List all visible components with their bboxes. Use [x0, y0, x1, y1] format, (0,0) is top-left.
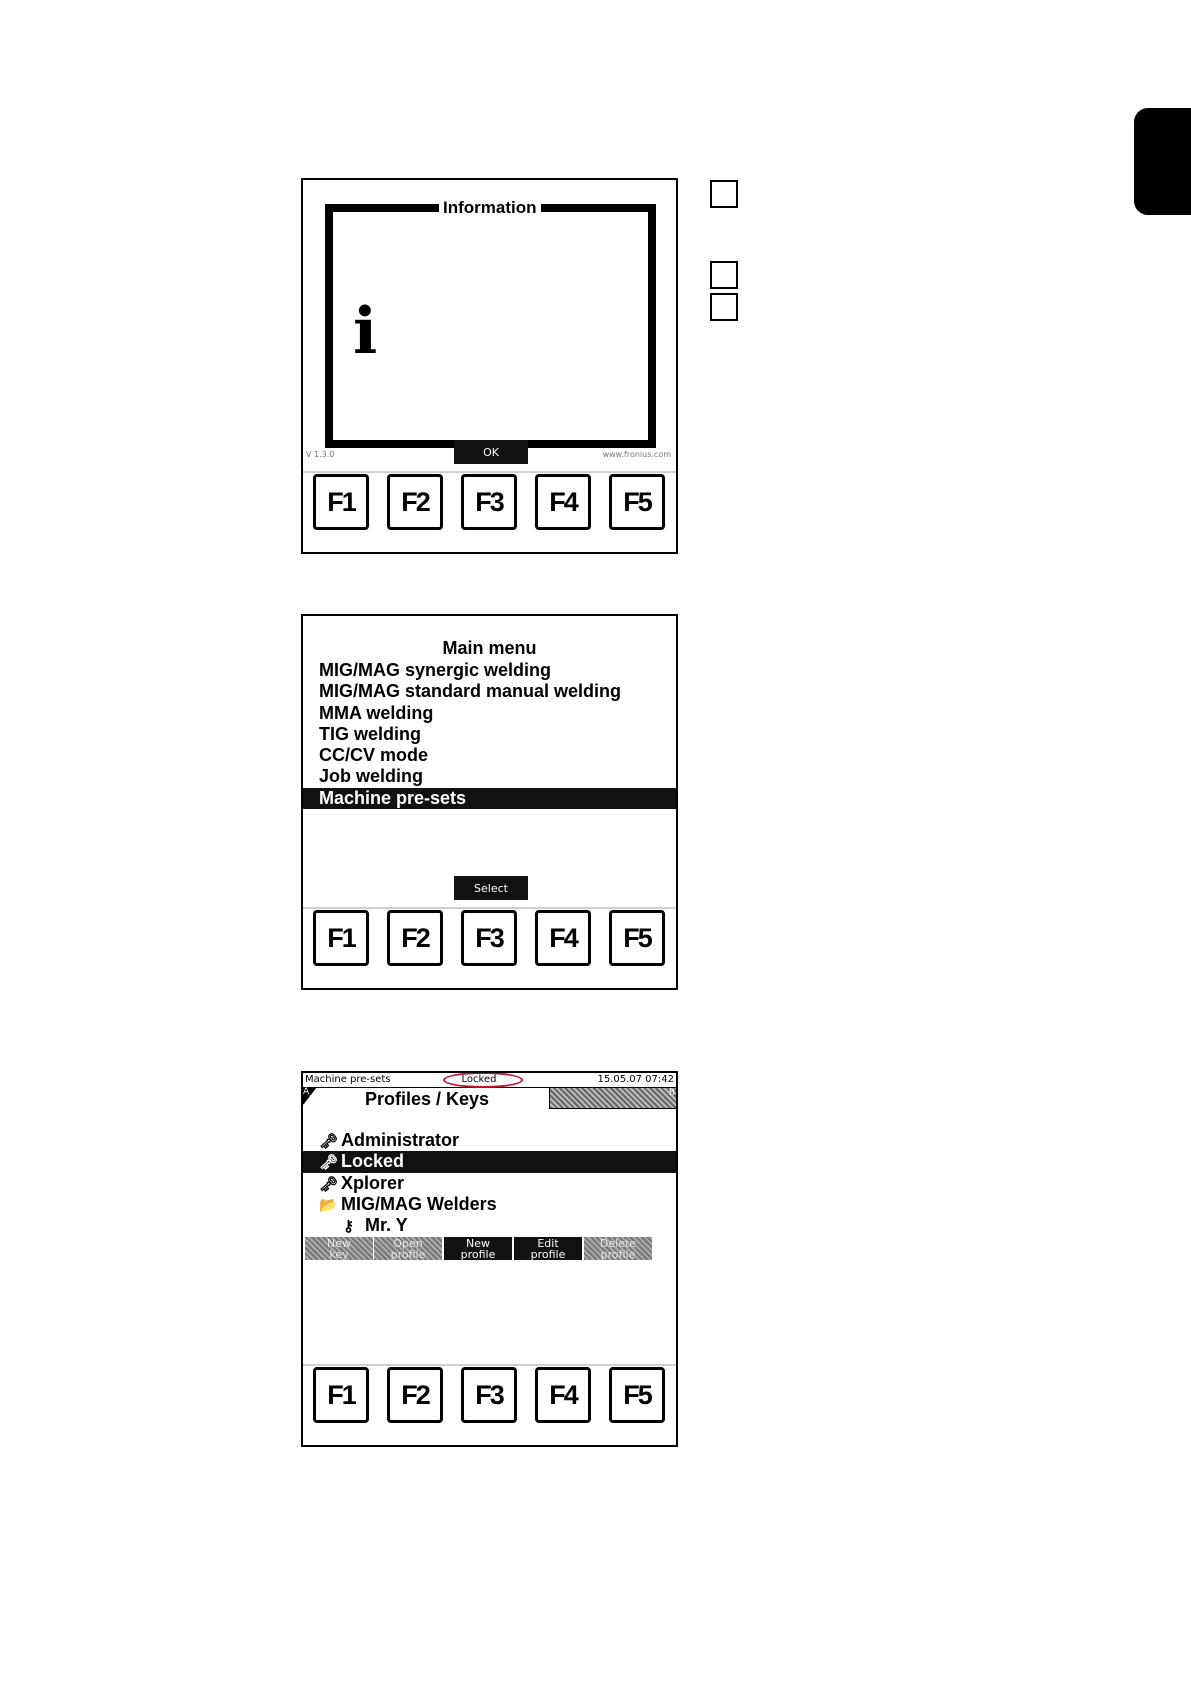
- f5-key[interactable]: F5: [609, 1367, 665, 1423]
- tree-item[interactable]: [303, 1194, 676, 1215]
- information-screen: [301, 178, 678, 554]
- menu-item[interactable]: MMA welding: [319, 702, 434, 723]
- key-folder-icon: 🗝: [319, 1175, 339, 1193]
- softkey-label: key: [329, 1247, 349, 1261]
- tree-item-label: MIG/MAG Welders: [341, 1193, 497, 1214]
- softkey-ok[interactable]: [454, 440, 528, 464]
- f5-key[interactable]: F5: [609, 474, 665, 530]
- tab-b[interactable]: [549, 1087, 678, 1109]
- step-checkbox-1[interactable]: [710, 180, 738, 208]
- profiles-keys-screen: [301, 1071, 678, 1447]
- softkey-5[interactable]: [584, 1237, 652, 1260]
- menu-item[interactable]: MIG/MAG synergic welding: [319, 660, 552, 680]
- softkey-label: Edit: [537, 1236, 559, 1250]
- tab-a-letter: A: [303, 1087, 310, 1097]
- divider: [303, 907, 676, 909]
- step-checkbox-2[interactable]: [710, 261, 738, 289]
- softkey-select[interactable]: [454, 876, 528, 900]
- softkey-label: New: [466, 1236, 490, 1250]
- tab-title: Profiles / Keys: [365, 1089, 490, 1109]
- f2-key[interactable]: F2: [387, 910, 443, 966]
- menu-item[interactable]: CC/CV mode: [319, 745, 429, 766]
- softkey-ok-label: OK: [483, 445, 499, 459]
- menu-title: Main menu: [442, 638, 537, 658]
- softkey-4[interactable]: [514, 1237, 582, 1260]
- f1-key[interactable]: F1: [313, 1367, 369, 1423]
- tree-item[interactable]: [303, 1173, 676, 1194]
- f1-key[interactable]: F1: [313, 474, 369, 530]
- f3-key[interactable]: F3: [461, 910, 517, 966]
- softkey-label: profile: [390, 1247, 426, 1261]
- softkey-label: profile: [460, 1247, 496, 1261]
- highlight-ellipse: [443, 1072, 523, 1088]
- tree-item-label: Mr. Y: [365, 1215, 408, 1236]
- chapter-tab: [1134, 108, 1191, 215]
- f3-key[interactable]: F3: [461, 1367, 517, 1423]
- f4-key[interactable]: F4: [535, 910, 591, 966]
- f4-key[interactable]: F4: [535, 1367, 591, 1423]
- softkey-label: Open: [393, 1236, 423, 1250]
- softkey-label: New: [327, 1236, 351, 1250]
- menu-list: [303, 660, 676, 809]
- menu-item[interactable]: MIG/MAG standard manual welding: [319, 681, 622, 702]
- tab-b-letter: B: [668, 1088, 675, 1098]
- divider: [303, 471, 676, 473]
- softkey-2[interactable]: [374, 1237, 442, 1260]
- status-lock-state: Locked: [461, 1074, 497, 1085]
- f5-key[interactable]: F5: [609, 910, 665, 966]
- open-folder-icon: 📂: [319, 1196, 338, 1214]
- tree-item-label: Xplorer: [341, 1172, 405, 1193]
- menu-item[interactable]: Machine pre-sets: [303, 788, 676, 809]
- divider: [303, 1364, 676, 1366]
- f2-key[interactable]: F2: [387, 1367, 443, 1423]
- step-checkbox-3[interactable]: [710, 293, 738, 321]
- tree-item[interactable]: [303, 1130, 676, 1151]
- tree-item-label: Administrator: [341, 1130, 460, 1150]
- website-text: www.fronius.com: [602, 450, 671, 459]
- version-text: V 1.3.0: [306, 450, 335, 459]
- tree-item[interactable]: [303, 1215, 676, 1236]
- softkey-label: profile: [530, 1247, 566, 1261]
- f3-key[interactable]: F3: [461, 474, 517, 530]
- softkey-label: Delete: [599, 1236, 637, 1250]
- softkey-label: profile: [600, 1247, 636, 1261]
- dialog-title: Information: [439, 198, 541, 218]
- status-datetime: 15.05.07 07:42: [597, 1074, 674, 1085]
- menu-item[interactable]: Job welding: [319, 766, 424, 787]
- tree-item[interactable]: [303, 1151, 676, 1172]
- menu-item[interactable]: TIG welding: [319, 723, 421, 744]
- main-menu-screen: [301, 614, 678, 990]
- key-folder-icon: 🗝: [319, 1133, 339, 1150]
- f4-key[interactable]: F4: [535, 474, 591, 530]
- status-menu-name: Machine pre-sets: [305, 1074, 391, 1085]
- softkey-select-label: Select: [474, 881, 508, 895]
- info-icon: i: [353, 294, 378, 369]
- tree-item-label: Locked: [341, 1151, 405, 1172]
- key-folder-icon: 🗝: [319, 1154, 339, 1172]
- softkey-1[interactable]: [305, 1237, 373, 1260]
- f1-key[interactable]: F1: [313, 910, 369, 966]
- profile-tree: [303, 1130, 676, 1236]
- key-icon: ⚷: [343, 1218, 354, 1236]
- f2-key[interactable]: F2: [387, 474, 443, 530]
- softkey-3[interactable]: [444, 1237, 512, 1260]
- tab-a[interactable]: [303, 1087, 317, 1105]
